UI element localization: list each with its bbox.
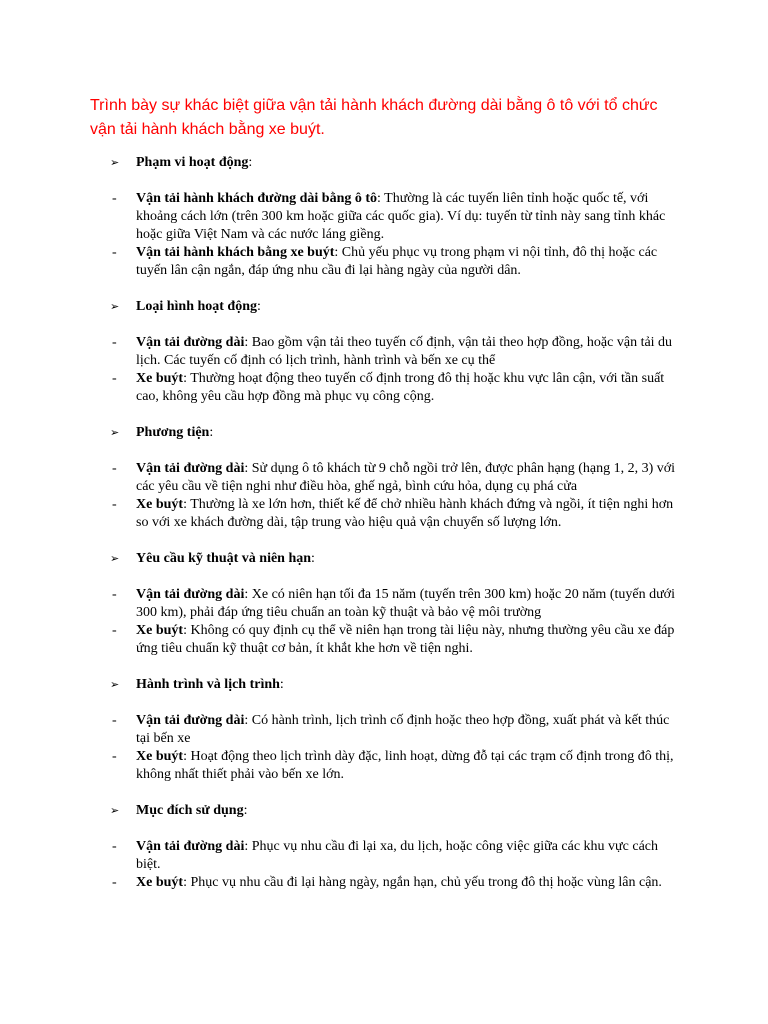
heading-colon: : <box>311 551 315 566</box>
item-term: Xe buýt <box>136 371 184 386</box>
item-term: Xe buýt <box>136 749 184 764</box>
item-text: : Thường là xe lớn hơn, thiết kế để chở nhiều hành khách đứng và ngồi, ít tiện nghi hơn so với xe khách đường dài, tập trung vào hiệu quả vận chuyển số lượng lớn. <box>136 497 674 530</box>
dash-bullet: - <box>112 713 117 728</box>
item-term: Xe buýt <box>136 875 184 890</box>
section-heading-text: Phạm vi hoạt động <box>136 155 249 170</box>
section-heading <box>92 550 688 568</box>
section-heading <box>92 298 688 316</box>
dash-bullet: - <box>112 587 117 602</box>
list-item <box>92 622 676 658</box>
section <box>92 424 688 532</box>
list-item <box>92 190 676 244</box>
item-text: : Thường là các tuyến liên tỉnh hoặc quốc tế, với khoảng cách lớn (trên 300 km hoặc giữa các quốc gia). Ví dụ: tuyến từ tỉnh này sang tỉnh khác hoặc giữa Việt Nam và các nước láng giềng. <box>136 191 666 242</box>
item-list <box>92 190 688 280</box>
item-term: Xe buýt <box>136 497 184 512</box>
arrow-bullet-icon: ➢ <box>110 678 120 691</box>
item-text: : Hoạt động theo lịch trình dày đặc, linh hoạt, dừng đỗ tại các trạm cố định trong đô thị, không nhất thiết phải vào bến xe lớn. <box>136 749 674 782</box>
item-text: : Có hành trình, lịch trình cố định hoặc theo hợp đồng, xuất phát và kết thúc tại bến xe <box>136 713 670 746</box>
item-list <box>92 712 688 784</box>
section-heading-text: Yêu cầu kỹ thuật và niên hạn <box>136 551 312 566</box>
dash-bullet: - <box>112 623 117 638</box>
section-heading-text: Phương tiện <box>136 425 210 440</box>
item-list <box>92 460 688 532</box>
section-heading-text: Hành trình và lịch trình <box>136 677 280 692</box>
list-item <box>92 496 676 532</box>
dash-bullet: - <box>112 245 117 260</box>
dash-bullet: - <box>112 461 117 476</box>
section-heading <box>92 676 688 694</box>
section-heading <box>92 424 688 442</box>
list-item <box>92 838 676 874</box>
item-text: : Không có quy định cụ thể về niên hạn trong tài liệu này, nhưng thường yêu cầu xe đáp ứng tiêu chuẩn kỹ thuật cơ bản, ít khắt khe hơn về tiện nghi. <box>136 623 675 656</box>
dash-bullet: - <box>112 875 117 890</box>
section-heading <box>92 154 688 172</box>
list-item <box>92 460 676 496</box>
list-item <box>92 748 676 784</box>
item-term: Vận tải đường dài <box>136 713 245 728</box>
list-item <box>92 244 676 280</box>
item-term: Vận tải đường dài <box>136 587 245 602</box>
item-term: Vận tải hành khách bằng xe buýt <box>136 245 335 260</box>
dash-bullet: - <box>112 371 117 386</box>
heading-colon: : <box>257 299 261 314</box>
item-text: : Phục vụ nhu cầu đi lại xa, du lịch, hoặc công việc giữa các khu vực cách biệt. <box>136 839 659 872</box>
arrow-bullet-icon: ➢ <box>110 426 120 439</box>
section <box>92 154 688 280</box>
item-text: : Sử dụng ô tô khách từ 9 chỗ ngồi trở lên, được phân hạng (hạng 1, 2, 3) với các yêu cầu về tiện nghi như điều hòa, ghế ngả, bình cứu hỏa, dụng cụ phá cửa <box>136 461 676 494</box>
item-term: Vận tải đường dài <box>136 839 245 854</box>
list-item <box>92 874 676 892</box>
item-term: Xe buýt <box>136 623 184 638</box>
arrow-bullet-icon: ➢ <box>110 552 120 565</box>
dash-bullet: - <box>112 839 117 854</box>
heading-colon: : <box>248 155 253 170</box>
section <box>92 802 688 892</box>
heading-colon: : <box>279 677 284 692</box>
item-term: Vận tải đường dài <box>136 461 245 476</box>
item-text: : Xe có niên hạn tối đa 15 năm (tuyến trên 300 km) hoặc 20 năm (tuyến dưới 300 km), phải đáp ứng tiêu chuẩn an toàn kỹ thuật và bảo vệ môi trường <box>136 587 675 620</box>
item-list <box>92 838 688 892</box>
item-text: : Chủ yếu phục vụ trong phạm vi nội tỉnh, đô thị hoặc các tuyến lân cận ngắn, đáp ứng nhu cầu đi lại hàng ngày của người dân. <box>136 245 658 278</box>
section <box>92 550 688 658</box>
list-item <box>92 370 676 406</box>
item-text: : Thường hoạt động theo tuyến cố định trong đô thị hoặc khu vực lân cận, với tần suất cao, không yêu cầu hợp đồng mà phục vụ công cộng. <box>136 371 665 404</box>
arrow-bullet-icon: ➢ <box>110 300 120 313</box>
heading-colon: : <box>243 803 248 818</box>
list-item <box>92 586 676 622</box>
arrow-bullet-icon: ➢ <box>110 804 120 817</box>
dash-bullet: - <box>112 191 117 206</box>
document-title: Trình bày sự khác biệt giữa vận tải hành khách đường dài bằng ô tô với tổ chức vận tải hành khách bằng xe buýt. <box>90 97 658 138</box>
item-list <box>92 586 688 658</box>
item-text: : Bao gồm vận tải theo tuyến cố định, vận tải theo hợp đồng, hoặc vận tải du lịch. Các tuyến cố định có lịch trình, hành trình và bến xe cụ thể <box>136 335 673 368</box>
section <box>92 298 688 406</box>
item-term: Vận tải hành khách đường dài bằng ô tô <box>136 191 378 206</box>
item-list <box>92 334 688 406</box>
heading-colon: : <box>209 425 214 440</box>
section <box>92 676 688 784</box>
item-term: Vận tải đường dài <box>136 335 245 350</box>
item-text: : Phục vụ nhu cầu đi lại hàng ngày, ngắn hạn, chủ yếu trong đô thị hoặc vùng lân cận. <box>183 875 662 890</box>
dash-bullet: - <box>112 497 117 512</box>
dash-bullet: - <box>112 749 117 764</box>
arrow-bullet-icon: ➢ <box>110 156 120 169</box>
list-item <box>92 334 676 370</box>
section-heading <box>92 802 688 820</box>
list-item <box>92 712 676 748</box>
dash-bullet: - <box>112 335 117 350</box>
section-heading-text: Mục đích sử dụng <box>136 803 244 818</box>
section-heading-text: Loại hình hoạt động <box>136 299 257 314</box>
sections-container <box>92 154 688 892</box>
